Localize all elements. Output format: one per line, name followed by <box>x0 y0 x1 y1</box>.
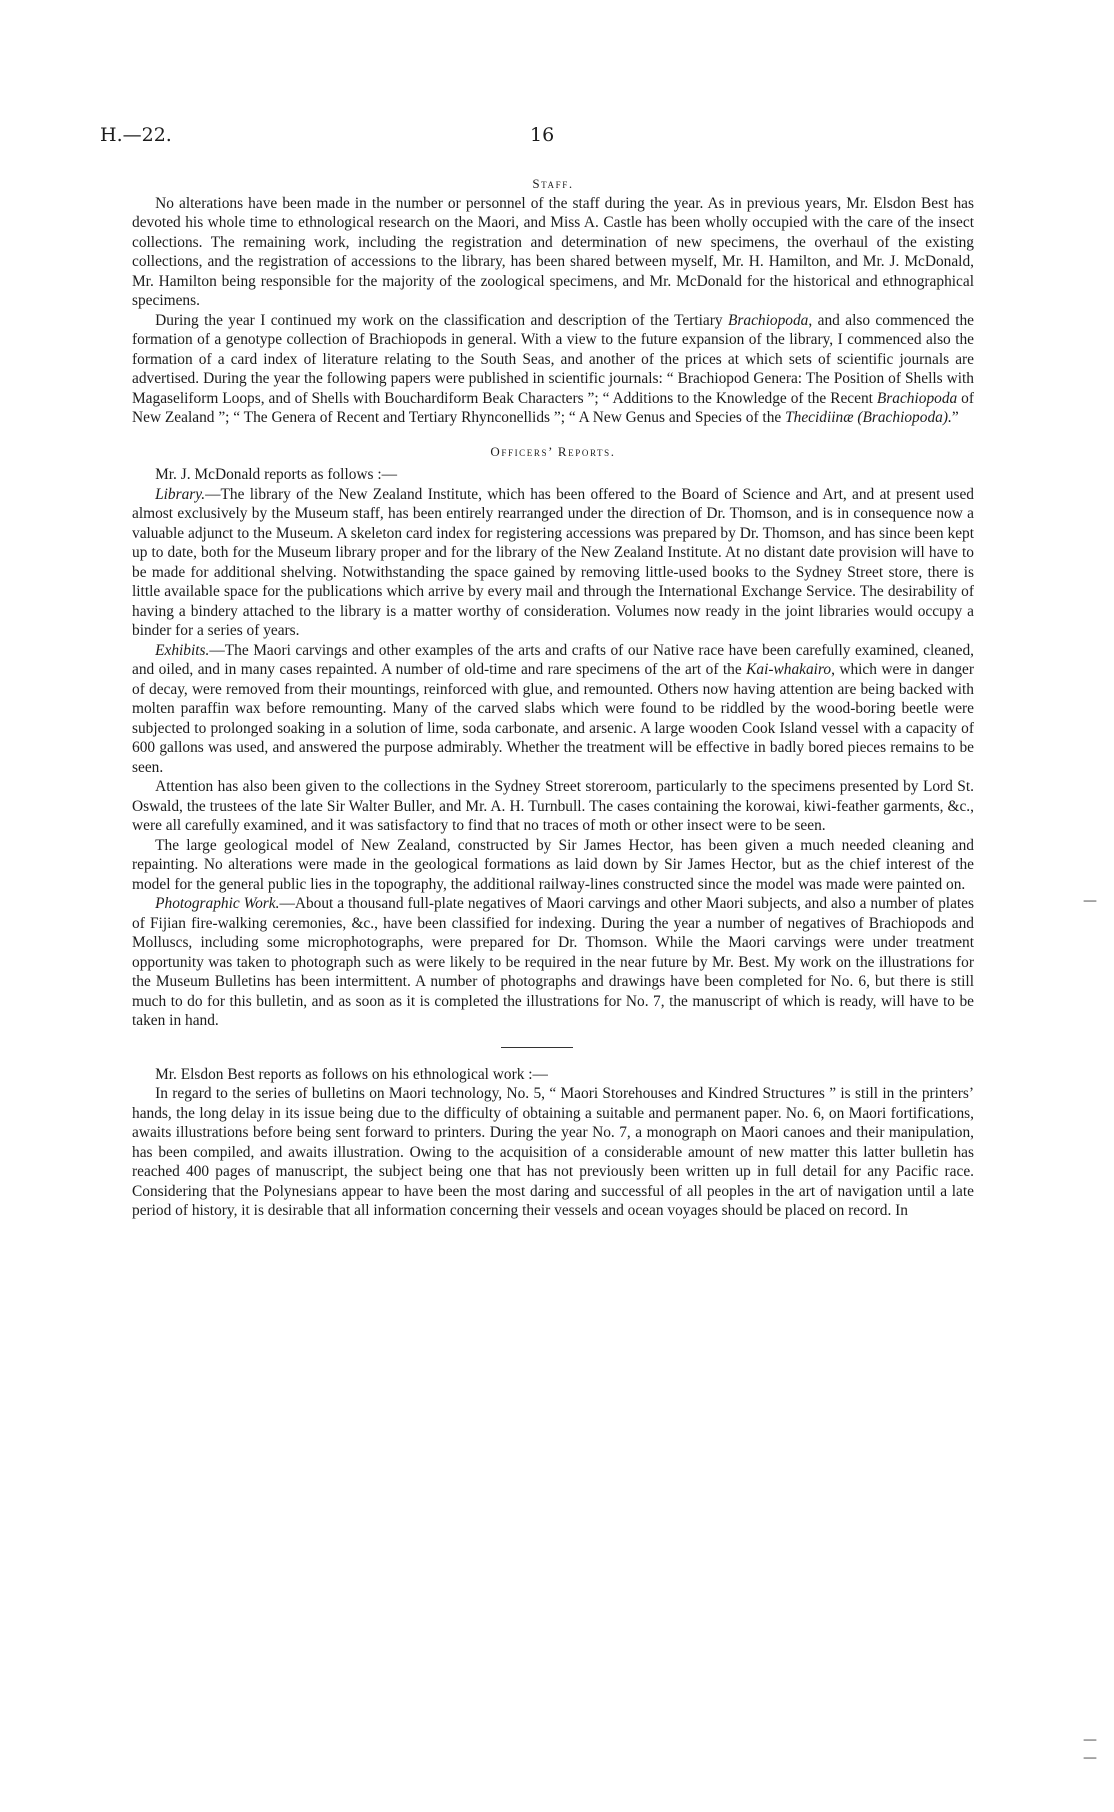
library-paragraph: Library.—The library of the New Zealand Institute, which has been offered to the Board of Science and Art, and at present used almost exclusively by the Museum staff, has been entirely rearranged under the direction of Dr. Thomson, and is in consequence now a valuable adjunct to the Museum. A skeleton card index for registering accessions was prepared by Dr. Thomson, and has since been kept up to date, both for the Museum library proper and for the library of the New Zealand Institute. At no distant date provision will have to be made for additional shelving. Notwithstanding the space gained by removing little-used books to the Sydney Street store, there is little available space for the publications which arrive by every mail and through the International Exchange Service. The desirability of having a bindery attached to the library is a matter worthy of consideration. Volumes now ready in the joint libraries would occupy a binder for a series of years. <box>132 485 974 639</box>
margin-mark: — <box>1083 1732 1097 1748</box>
exhibits-label: Exhibits. <box>155 641 210 659</box>
staff-heading: Staff. <box>532 176 574 191</box>
photographic-work-label: Photographic Work. <box>155 895 280 912</box>
staff-paragraph-1: No alterations have been made in the number or personnel of the staff during the year. As in previous years, Mr. Elsdon Best has devoted his whole time to ethnological research on the Maori, and Miss A. Castle has been wholly occupied with the care of the insect collections. The remaining work, including the registration and determination of new specimens, the overhaul of the existing collections, and the registration of accessions to the library, has been shared between myself, Mr. H. Hamilton, and Mr. J. McDonald, Mr. Hamilton being responsible for the majority of the zoological specimens, and Mr. McDonald for the historical and ethnographical specimens. <box>132 194 974 309</box>
geological-model-paragraph: The large geological model of New Zealand, constructed by Sir James Hector, has been given a much needed cleaning and repainting. No alterations were made in the geological formations as laid down by Sir James Hector, but as the chief interest of the model for the general public lies in the topography, the additional railway-lines constructed since the model was made were painted on. <box>132 836 974 893</box>
page-number: 16 <box>530 124 555 146</box>
margin-mark: — <box>1083 1750 1097 1766</box>
exhibits-paragraph: Exhibits.—The Maori carvings and other examples of the arts and crafts of our Native race have been carefully examined, cleaned, and oiled, and in many cases repainted. A number of old-time and rare specimens of the art of the Kai-whakairo, which were in danger of decay, were removed from their mountings, reinforced with glue, and remounted. Others now having attention are being backed with molten paraffin wax before remounting. Many of the carved slabs which were found to be riddled by the wood-boring beetle were subjected to prolonged soaking in a solution of lime, soda carbonate, and arsenic. A large wooden Cook Island vessel with a capacity of 600 gallons was used, and answered the purpose admirably. Whether the treatment will be effective in badly bored pieces remains to be seen. <box>132 641 974 776</box>
mcdonald-intro: Mr. J. McDonald reports as follows :— <box>155 466 398 483</box>
photographic-work-paragraph: Photographic Work.—About a thousand full-plate negatives of Maori carvings and other Maori subjects, and also a number of plates of Fijian fire-walking ceremonies, &c., have been classified for indexing. During the year a number of negatives of Brachiopods and Molluscs, including some microphotographs, were prepared for Dr. Thomson. While the Maori carvings were under treatment opportunity was taken to photograph such as were likely to be required in the near future by Mr. Best. My work on the illustrations for the Museum Bulletins has been intermittent. A number of photographs and drawings have been completed for No. 6, but there is still much to do for this bulletin, and as soon as it is completed the illustrations for No. 7, the manuscript of which is ready, will have to be taken in hand. <box>132 895 974 1029</box>
best-paragraph-1: In regard to the series of bulletins on Maori technology, No. 5, “ Maori Storehouses and Kindred Structures ” is still in the printers’ hands, the long delay in its issue being due to the difficulty of obtaining a suitable and permanent paper. No. 6, on Maori fortifications, awaits illustrations before being sent forward to printers. During the year No. 7, a monograph on Maori canoes and their manipulation, has been compiled, and awaits illustration. Owing to the acquisition of a considerable amount of new matter this latter bulletin has reached 400 pages of manuscript, the subject being one that has not previously been written up in full detail for any Pacific race. Considering that the Polynesians appear to have been the most daring and successful of all peoples in the art of navigation until a late period of history, it is desirable that all information concerning their vessels and ocean voyages should be placed on record. In <box>132 1085 974 1219</box>
margin-mark: — <box>1083 893 1097 909</box>
divider-rule <box>501 1047 573 1048</box>
staff-paragraph-2: During the year I continued my work on the classification and description of the Tertiary Brachiopoda, and also commenced the formation of a genotype collection of Brachiopods in general. With a view to the future expansion of the library, I commenced also the formation of a card index of literature relating to the South Seas, and another of the prices at which sets of scientific journals are advertised. During the year the following papers were published in scientific journals: “ Brachiopod Genera: The Position of Shells with Magaseliform Loops, and of Shells with Bouchardiform Beak Characters ”; “ Additions to the Knowledge of the Recent Brachiopoda of New Zealand ”; “ The Genera of Recent and Tertiary Rhynconellids ”; “ A New Genus and Species of the Thecidiinæ (Brachiopoda).” <box>132 311 974 426</box>
section-divider <box>132 1031 974 1065</box>
page-identifier: H.—22. <box>100 124 172 146</box>
library-label: Library. <box>155 485 206 503</box>
best-intro: Mr. Elsdon Best reports as follows on his ethnological work :— <box>155 1065 548 1083</box>
officers-reports-heading: Officers’ Reports. <box>490 443 616 459</box>
document-body <box>132 174 974 1221</box>
storeroom-paragraph: Attention has also been given to the collections in the Sydney Street storeroom, particularly to the specimens presented by Lord St. Oswald, the trustees of the late Sir Walter Buller, and Mr. A. H. Turnbull. The cases containing the korowai, kiwi-feather garments, &c., were all carefully examined, and it was satisfactory to find that no traces of moth or other insect were to be seen. <box>132 778 974 834</box>
